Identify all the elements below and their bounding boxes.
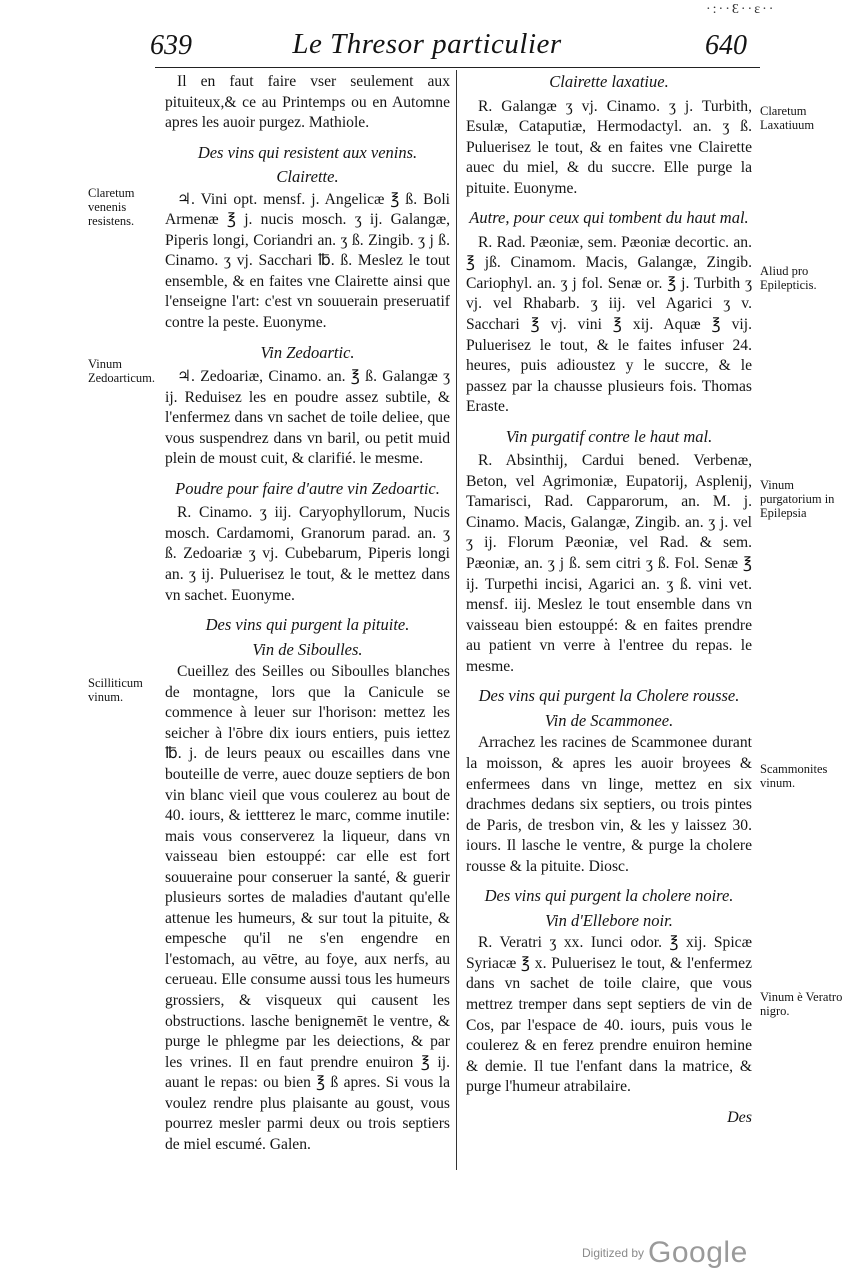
column-divider bbox=[456, 70, 457, 1170]
paragraph: R. Rad. Pæoniæ, sem. Pæoniæ decortic. an. ℥ jß. Cinamom. Macis, Galangæ, Zingib. Cariophyl. an. ʒ j fol. Senæ or. ℥ j. Turbith ʒ vj. vel Rhabarb. ʒ iij. vel Agarici ʒ v. Sacchari ℥ vj. vini ℥ xij. Aquæ ℥ vij. Puluerisez le tout, & le faites infuser 24. heures, puis adioustez y le succre, & le passez par la chausse plusieurs fois. Thomas Eraste. bbox=[466, 233, 752, 416]
margin-note: Claretum Laxatiuum bbox=[760, 104, 815, 132]
paragraph: ♃. Zedoariæ, Cinamo. an. ℥ ß. Galangæ ʒ ij. Reduisez les en poudre assez subtile, & l'enfermez dans vn sachet de toile deliee, que vous suspendrez dans vn baril, ou petit muid plein de moust cuit, & clarifié. le mesme. bbox=[165, 368, 450, 468]
margin-note: Vinum Zedoarticum. bbox=[88, 357, 155, 385]
section-heading: Des vins qui resistent aux venins. bbox=[197, 142, 418, 162]
paragraph: R. Cinamo. ʒ iij. Caryophyllorum, Nucis mosch. Cardamomi, Granorum parad. an. ʒ ß. Zedoariæ ʒ vj. Cubebarum, Piperis longi an. ʒ ij. Puluerisez le tout, & le mettez dans vn sachet. Euonyme. bbox=[165, 504, 450, 604]
recipe-heading: Autre, pour ceux qui tombent du haut mal. bbox=[469, 208, 749, 228]
recipe-heading: Vin de Siboulles. bbox=[252, 639, 363, 659]
paragraph: Il en faut faire vser seulement aux pituiteux,& ce au Printemps ou en Automne apres les auoir purgez. Mathiole. bbox=[165, 73, 450, 132]
section-heading: Des vins qui purgent la Cholere rousse. bbox=[478, 686, 740, 706]
paragraph: ♃. Vini opt. mensf. j. Angelicæ ℥ ß. Boli Armenæ ℥ j. nucis mosch. ʒ ij. Galangæ, Piperis longi, Coriandri an. ʒ ß. Zingib. ʒ j ß. Cinamo. ʒ vj. Sacchari ℔. ß. Meslez le tout ensemble, & en faites vne Clairette ainsi que l'enseigne l'art: c'est vn souuerain preseruatif contre la peste. Euonyme. bbox=[165, 190, 450, 332]
header-rule bbox=[155, 67, 760, 68]
digitized-by-label: Digitized by bbox=[582, 1246, 645, 1260]
margin-note: Vinum è Veratro nigro. bbox=[760, 990, 843, 1018]
page-number-left: 639 bbox=[150, 30, 192, 61]
paragraph: R. Absinthij, Cardui bened. Verbenæ, Beton, vel Agrimoniæ, Eupatorij, Asplenij, Tamarisci, Rad. Capparorum, an. M. j. Cinamo. Macis, Galangæ, Zingib. an. ʒ j. vel ʒ ij. Florum Pæoniæ, vel Rad. & sem. Pæoniæ, an. ʒ j ß. sem citri ʒ ß. Fol. Senæ ℥ ij. Turpethi incisi, Agarici an. ʒ ß. vini vet. mensf. iij. Meslez le tout ensemble dans vn vaisseau bien estouppé: & en faites prendre au patient vn verre à l'entree du repas. le mesme. bbox=[466, 452, 752, 675]
page-number-right: 640 bbox=[705, 30, 747, 61]
running-title: Le Thresor particulier bbox=[292, 28, 562, 60]
corner-mark: ·:··Ɛ··ɛ·· bbox=[706, 2, 776, 17]
digitized-watermark bbox=[582, 1236, 748, 1270]
paragraph: R. Veratri ʒ xx. Iunci odor. ℥ xij. Spicæ Syriacæ ℥ x. Puluerisez le tout, & l'enfermez dans vn sachet de toile claire, que vous mettrez tremper dans sept septiers de vin de Cos, par l'espace de 40. iours, puis vous le coulerez & en ferez prendre enuiron hemine & demie. Il tue l'enfant dans la matrice, & purge l'humeur atrabilaire. bbox=[466, 934, 752, 1096]
recipe-heading: Poudre pour faire d'autre vin Zedoartic. bbox=[175, 478, 440, 498]
recipe-heading: Vin Zedoartic. bbox=[260, 342, 355, 362]
left-column bbox=[165, 72, 450, 1155]
section-heading: Des vins qui purgent la cholere noire. bbox=[484, 886, 734, 906]
paragraph: Cueillez des Seilles ou Siboulles blanches de montagne, lors que la Canicule se commence à leuer sur l'horison: mettez les seicher à l'ōbre dix iours entiers, puis iettez ℔. j. de leurs peaux ou escailles dans vne bouteille de verre, auec douze septiers de bon vin blanc vieil que vous coulerez au bout de 40. iours, & iettterez le marc, comme inutile: mais vous conserverez la liqueur, dans vn vaisseau bien estouppé: car elle est fort souueraine pour conseruer la santé, & guerir plusieurs sortes de maladies d'autant qu'elle attenue les humeurs, & sur tout la pituite, & empesche qu'il ne s'en engendre en l'estomach, au vētre, au foye, aux nerfs, au cerueau. Elle consume aussi tous les humeurs grossiers, & visqueux qui causent les obstructions. lasche benignemēt le ventre, & purge le phlegme par les deiections, & par les vrines. Il en faut prendre enuiron ℥ ij. auant le repas: ou bien ℥ ß apres. Si vous la voulez rendre plus plaisante au goust, vous pourrez mesler parmi deux ou trois septiers de miel escumé. Galen. bbox=[165, 663, 450, 1153]
paragraph: Arrachez les racines de Scammonee durant la moisson, & apres les auoir broyees & enfermees dans vn linge, mettez en six drachmes dedans six septiers, ou trois pintes de Paris, de tresbon vin, & les y laissez 30. iours. Il lasche le ventre, & purge la cholere rousse & la pituite. Diosc. bbox=[466, 734, 752, 875]
google-logo: Google bbox=[648, 1236, 748, 1269]
recipe-heading: Clairette laxatiue. bbox=[549, 72, 669, 91]
recipe-heading: Vin d'Ellebore noir. bbox=[545, 910, 673, 930]
margin-note: Scilliticum vinum. bbox=[88, 676, 143, 704]
margin-note: Claretum venenis resistens. bbox=[88, 186, 135, 228]
recipe-heading: Clairette. bbox=[276, 167, 339, 187]
paragraph: R. Galangæ ʒ vj. Cinamo. ʒ j. Turbith, Esulæ, Cataputiæ, Hermodactyl. an. ʒ ß. Puluerisez le tout, & en faites vne Clairette auec du miel, & du succre. Elle purge la pituite. Euonyme. bbox=[466, 97, 752, 197]
recipe-heading: Vin purgatif contre le haut mal. bbox=[505, 426, 713, 446]
right-column bbox=[466, 72, 752, 1128]
margin-note: Vinum purgatorium in Epilepsia bbox=[760, 478, 835, 520]
catchword: Des bbox=[727, 1108, 752, 1126]
margin-note: Scammonites vinum. bbox=[760, 762, 828, 790]
margin-note: Aliud pro Epilepticis. bbox=[760, 264, 817, 292]
section-heading: Des vins qui purgent la pituite. bbox=[205, 615, 410, 635]
recipe-heading: Vin de Scammonee. bbox=[544, 710, 674, 730]
